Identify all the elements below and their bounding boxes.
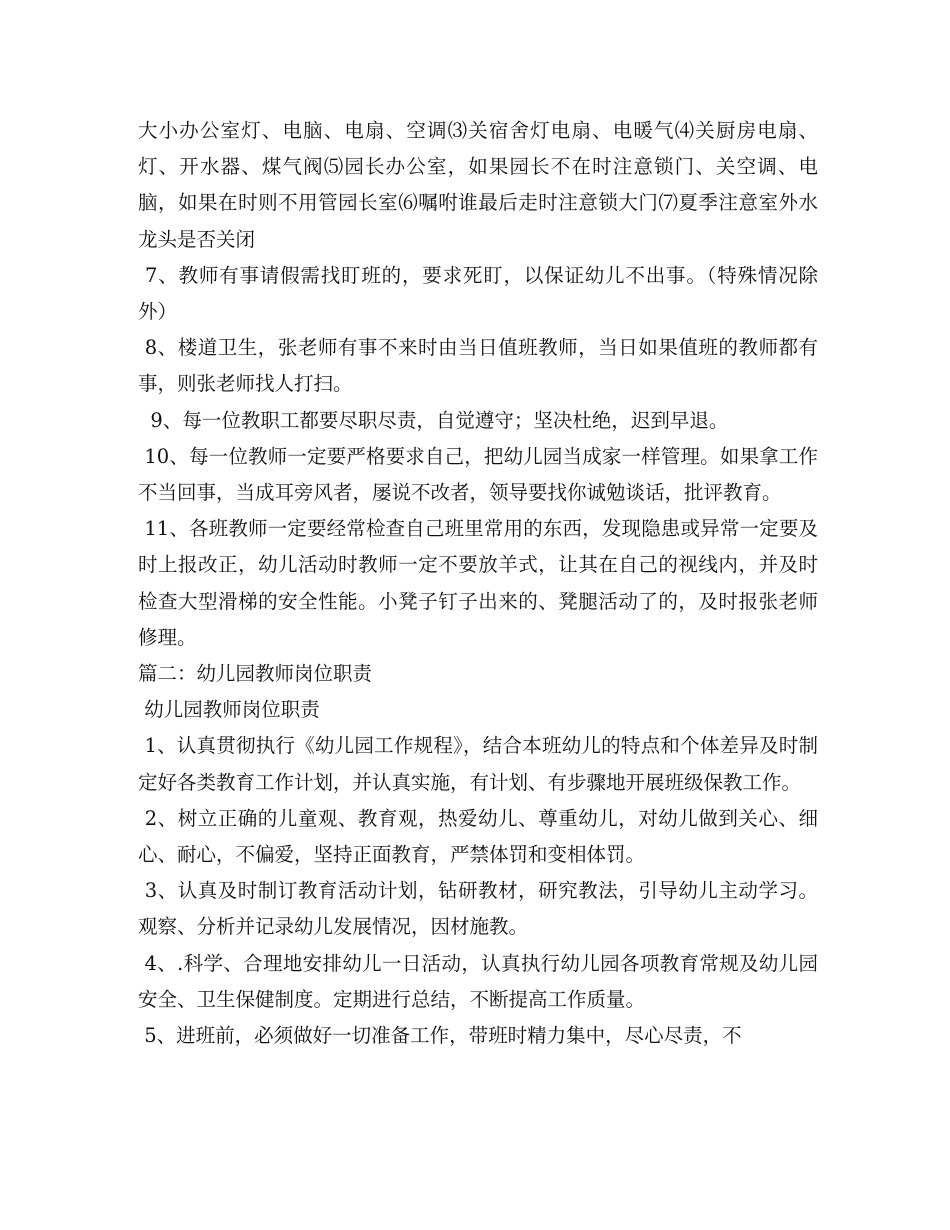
section-subtitle: 幼儿园教师岗位职责 — [138, 698, 320, 722]
paragraph-3: 8、楼道卫生，张老师有事不来时由当日值班教师，当日如果值班的教师都有事，则张老师找人打扫。 — [138, 336, 818, 396]
paragraph-5: 10、每一位教师一定要严格要求自己，把幼儿园当成家一样管理。如果拿工作不当回事，当成耳旁风者，屡说不改者，领导要找你诚勉谈话，批评教育。 — [138, 444, 818, 505]
paragraph-2: 7、教师有事请假需找盯班的，要求死盯，以保证幼儿不出事。（特殊情况除外） — [138, 263, 818, 324]
paragraph-9: 1、认真贯彻执行《幼儿园工作规程》，结合本班幼儿的特点和个体差异及时制定好各类教育工作计划，并认真实施，有计划、有步骤地开展班级保教工作。 — [138, 734, 818, 794]
paragraph-11: 3、认真及时制订教育活动计划，钻研教材，研究教法，引导幼儿主动学习。观察、分析并记录幼儿发展情况，因材施教。 — [138, 879, 818, 939]
paragraph-12: 4、.科学、合理地安排幼儿一日活动，认真执行幼儿园各项教育常规及幼儿园安全、卫生保健制度。定期进行总结，不断提高工作质量。 — [138, 951, 819, 1011]
section-heading: 篇二：幼儿园教师岗位职责 — [138, 662, 373, 686]
paragraph-6: 11、各班教师一定要经常检查自己班里常用的东西，发现隐患或异常一定要及时上报改正，幼儿活动时教师一定不要放羊式，让其在自己的视线内，并及时检查大型滑梯的安全性能。小凳子钉子出来的、凳腿活动了的，及时报张老师修理。 — [138, 517, 818, 649]
paragraph-13: 5、进班前，必须做好一切准备工作，带班时精力集中，尽心尽责，不 — [138, 1024, 742, 1048]
document-body — [138, 113, 818, 1054]
paragraph-1: 大小办公室灯、电脑、电扇、空调⑶关宿舍灯电扇、电暖气⑷关厨房电扇、灯、开水器、煤气阀⑸园长办公室，如果园长不在时注意锁门、关空调、电脑，如果在时则不用管园长室⑹嘱咐谁最后走时注意锁大门⑺夏季注意室外水龙头是否关闭 — [138, 119, 818, 251]
paragraph-4: 9、每一位教职工都要尽职尽责，自觉遵守；坚决杜绝，迟到早退。 — [138, 408, 729, 432]
paragraph-10: 2、树立正确的儿童观、教育观，热爱幼儿、尊重幼儿，对幼儿做到关心、细心、耐心，不偏爱，坚持正面教育，严禁体罚和变相体罚。 — [138, 806, 818, 867]
